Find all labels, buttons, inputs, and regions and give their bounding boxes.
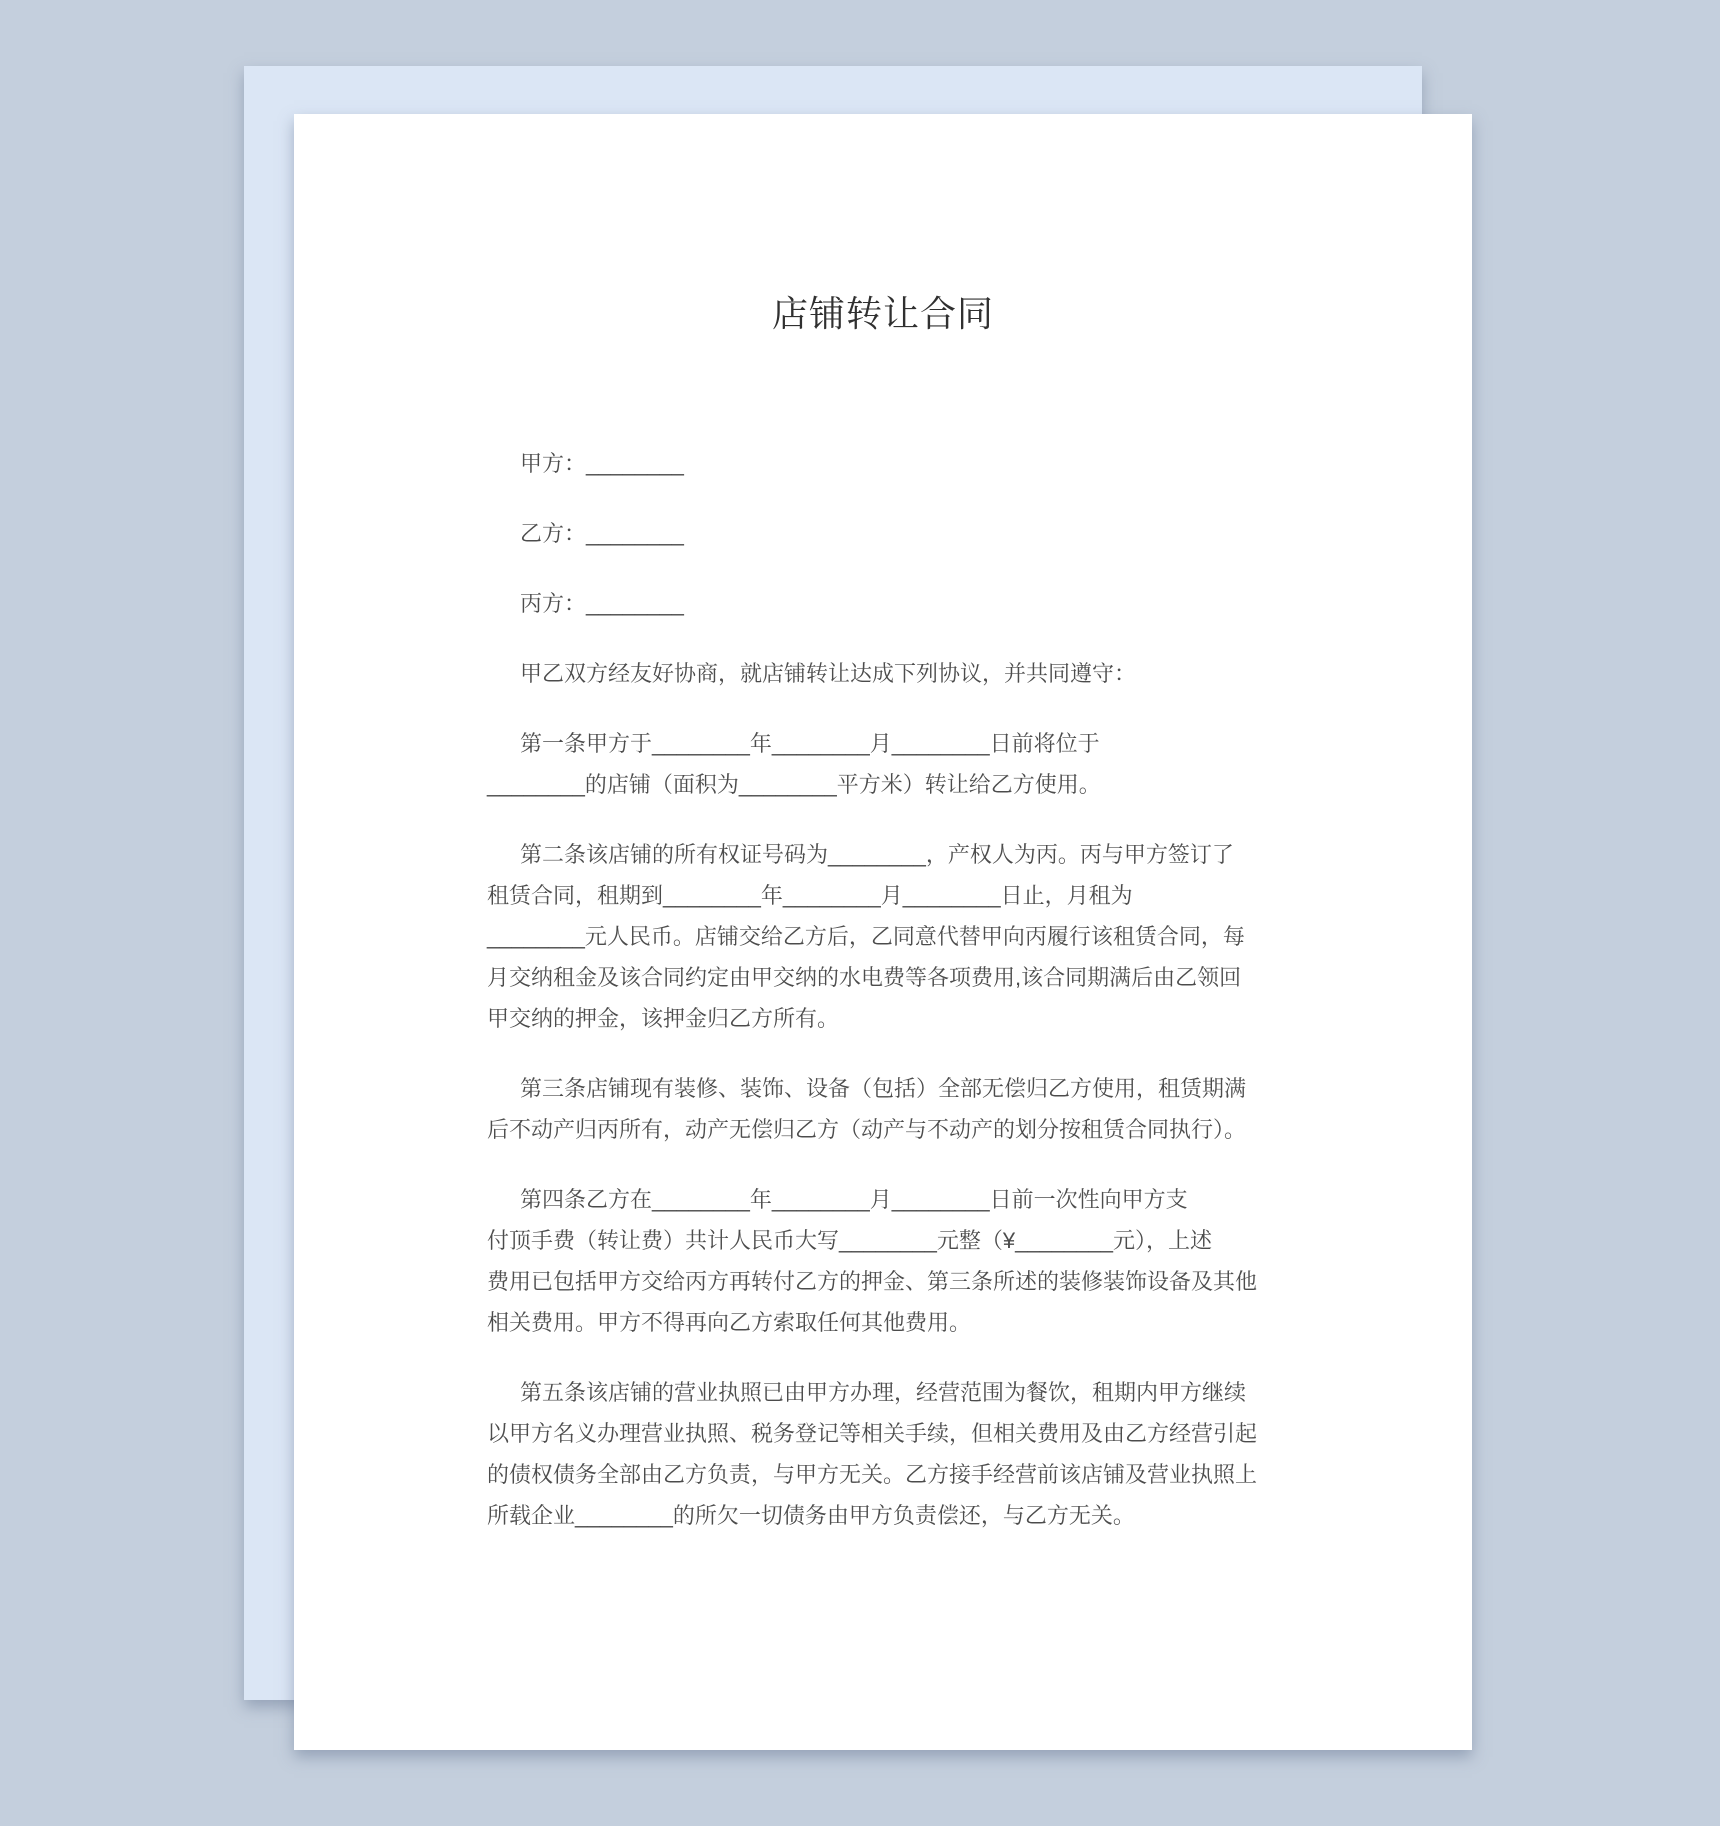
clause-1-line: 第一条甲方于________年________月________日前将位于 (520, 731, 1100, 756)
clause-5-line: 第五条该店铺的营业执照已由甲方办理，经营范围为餐饮，租期内甲方继续 (520, 1380, 1247, 1405)
clause-3-line: 第三条店铺现有装修、装饰、设备（包括）全部无偿归乙方使用，租赁期满 (520, 1076, 1247, 1101)
clause-2-line: ________元人民币。店铺交给乙方后，乙同意代替甲向丙履行该租赁合同，每 (487, 924, 1245, 949)
party-a-line: 甲方：________ (520, 451, 684, 476)
clause-2-line: 甲交纳的押金，该押金归乙方所有。 (487, 1006, 840, 1031)
clause-2-line: 第二条该店铺的所有权证号码为________，产权人为丙。丙与甲方签订了 (520, 842, 1234, 867)
clause-5-line: 以甲方名义办理营业执照、税务登记等相关手续，但相关费用及由乙方经营引起 (487, 1421, 1258, 1446)
clause-2 (487, 834, 1279, 1039)
clause-1-line: ________的店铺（面积为________平方米）转让给乙方使用。 (487, 772, 1101, 797)
clause-1 (487, 723, 1279, 805)
clause-4-line: 费用已包括甲方交给丙方再转付乙方的押金、第三条所述的装修装饰设备及其他 (487, 1269, 1258, 1294)
party-c-line: 丙方：________ (520, 591, 684, 616)
clause-2-line: 租赁合同，租期到________年________月________日止，月租为 (487, 883, 1133, 908)
clause-4-line: 相关费用。甲方不得再向乙方索取任何其他费用。 (487, 1310, 972, 1335)
clause-3-line: 后不动产归丙所有，动产无偿归乙方（动产与不动产的划分按租赁合同执行）。 (487, 1117, 1247, 1142)
clause-4-line: 第四条乙方在________年________月________日前一次性向甲方支 (520, 1187, 1188, 1212)
clause-2-line: 月交纳租金及该合同约定由甲交纳的水电费等各项费用,该合同期满后由乙领回 (487, 965, 1242, 990)
clause-5-line: 所载企业________的所欠一切债务由甲方负责偿还，与乙方无关。 (487, 1503, 1135, 1528)
clause-5-line: 的债权债务全部由乙方负责，与甲方无关。乙方接手经营前该店铺及营业执照上 (487, 1462, 1258, 1487)
clause-3 (487, 1068, 1279, 1150)
clause-4 (487, 1179, 1279, 1343)
document-title: 店铺转让合同 (771, 293, 994, 334)
intro-paragraph: 甲乙双方经友好协商，就店铺转让达成下列协议，并共同遵守： (520, 661, 1137, 686)
document-page (294, 114, 1472, 1750)
clause-5 (487, 1372, 1279, 1536)
party-b-line: 乙方：________ (520, 521, 684, 546)
clause-4-line: 付顶手费（转让费）共计人民币大写________元整（¥________元），上述 (487, 1228, 1213, 1253)
